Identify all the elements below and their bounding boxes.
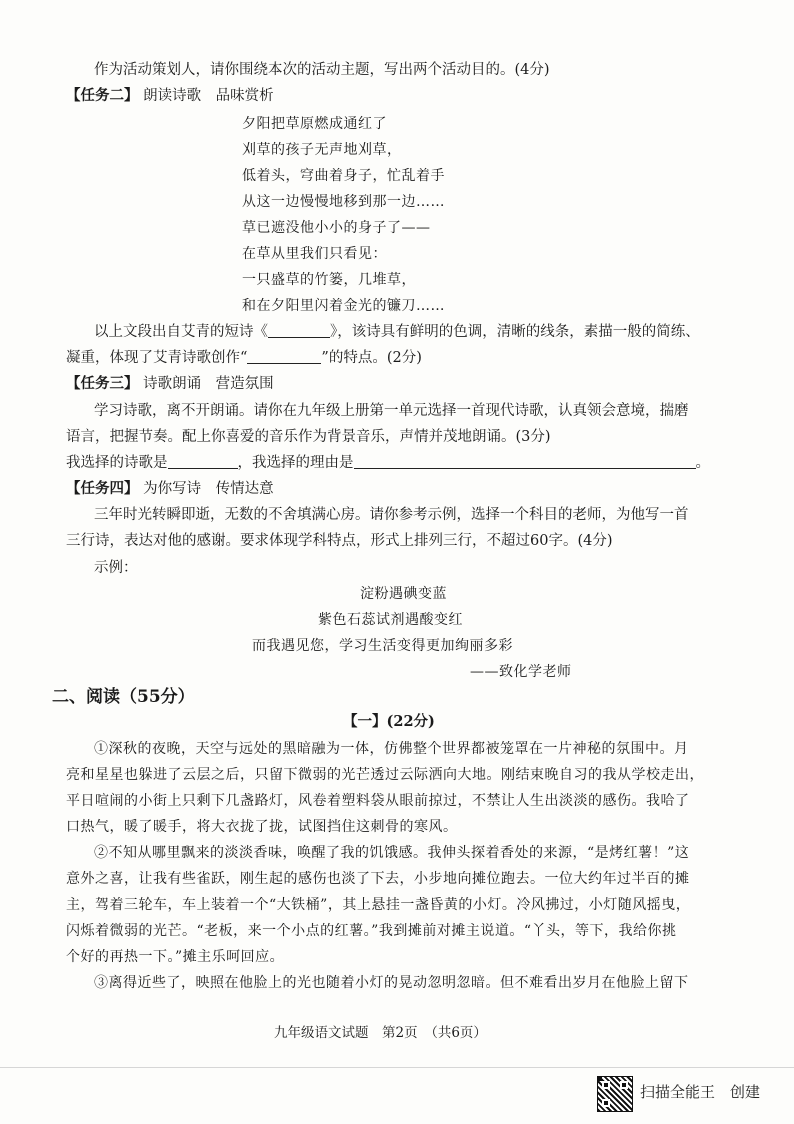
section-heading: 二、阅读（55分） [52, 687, 195, 707]
question-text: 语言，把握节奏。配上你喜爱的音乐作为背景音乐，声情并茂地朗诵。(3分) [66, 429, 551, 445]
passage-line: ①深秋的夜晚，天空与远处的黑暗融为一体，仿佛整个世界都被笼罩在一片神秘的氛围中。月 [94, 741, 689, 757]
question-text: 作为活动策划人，请你围绕本次的活动主题，写出两个活动目的。(4分) [94, 62, 550, 78]
question-segment: 凝重，体现了艾青诗歌创作“ [66, 350, 248, 366]
answer-blank[interactable] [268, 337, 330, 338]
question-text [94, 325, 700, 340]
task-heading [66, 89, 274, 104]
poem-line: 在草从里我们只看见： [242, 246, 387, 262]
passage-line: 个好的再热一下。”摊主乐呵回应。 [66, 949, 285, 965]
answer-blank[interactable] [247, 363, 321, 364]
subsection-heading: 【一】(22分) [343, 713, 435, 730]
example-signature: ——致化学老师 [470, 664, 572, 680]
task-tag: 【任务二】 [66, 87, 139, 104]
question-text: 学习诗歌，离不开朗诵。请你在九年级上册第一单元选择一首现代诗歌，认真领会意境，揣磨 [94, 403, 689, 419]
question-segment: 我选择的诗歌是 [66, 455, 168, 471]
example-line: 淀粉遇碘变蓝 [360, 586, 447, 602]
task-title: 诗歌朗诵 营造氛围 [143, 376, 274, 392]
question-text: 三年时光转瞬即逝，无数的不舍填满心房。请你参考示例，选择一个科目的老师，为他写一首 [94, 507, 689, 523]
example-line: 而我遇见您，学习生活变得更加绚丽多彩 [252, 638, 513, 654]
poem-line: 刈草的孩子无声地刈草， [242, 142, 402, 158]
task-heading [66, 377, 274, 392]
question-text [66, 351, 422, 366]
footer-divider [0, 1067, 794, 1068]
answer-blank[interactable] [354, 468, 696, 469]
passage-line: 意外之喜，让我有些雀跃，刚生起的感伤也淡了下去，小步地向摊位跑去。一位大约年过半百的摊 [66, 871, 690, 887]
passage-line: 闪烁着微弱的光芒。“老板，来一个小点的红薯。”我到摊前对摊主说道。“丫头，等下，我给你挑 [66, 923, 677, 939]
passage-line: 亮和星星也躲进了云层之后，只留下微弱的光芒透过云际洒向大地。刚结束晚自习的我从学校走出， [66, 767, 704, 783]
question-segment: 。 [695, 455, 710, 471]
task-tag: 【任务三】 [66, 375, 139, 392]
example-label: 示例： [94, 560, 138, 576]
poem-line: 和在夕阳里闪着金光的镰刀…… [242, 298, 445, 314]
page-footer: 九年级语文试题 第2页 （共6页） [274, 1025, 487, 1041]
poem-line: 低着头，穹曲着身子，忙乱着手 [242, 168, 445, 184]
poem-line: 一只盛草的竹篓，几堆草， [242, 272, 416, 288]
passage-line: ③离得近些了，映照在他脸上的光也随着小灯的晃动忽明忽暗。但不难看出岁月在他脸上留下 [94, 975, 689, 991]
poem-line: 夕阳把草原燃成通红了 [242, 116, 387, 132]
passage-line: 口热气，暖了暖手，将大衣拢了拢，试图挡住这刺骨的寒风。 [66, 819, 458, 835]
passage-line: 平日喧闹的小街上只剩下几盏路灯，风卷着塑料袋从眼前掠过，不禁让人生出淡淡的感伤。我哈了 [66, 793, 690, 809]
task-title: 朗读诗歌 品味赏析 [143, 88, 274, 104]
question-text: 三行诗，表达对他的感谢。要求体现学科特点，形式上排列三行，不超过60字。(4分) [66, 533, 613, 549]
passage-line: 主，驾着三轮车，车上装着一个“大铁桶”，其上悬挂一盏昏黄的小灯。冷风拂过，小灯随风摇曳， [66, 897, 691, 913]
example-line: 紫色石蕊试剂遇酸变红 [318, 612, 463, 628]
watermark-text: 扫描全能王 创建 [640, 1083, 761, 1101]
passage-line: ②不知从哪里飘来的淡淡香味，唤醒了我的饥饿感。我伸头探着香处的来源，“是烤红薯！”这 [94, 845, 690, 861]
question-segment: ”的特点。(2分) [321, 350, 422, 366]
task-heading [66, 482, 274, 497]
question-text [66, 456, 710, 471]
question-segment: 》，该诗具有鲜明的色调，清晰的线条，素描一般的简练、 [330, 324, 700, 340]
poem-line: 草已遮没他小小的身子了—— [242, 220, 431, 236]
answer-blank[interactable] [168, 468, 238, 469]
task-tag: 【任务四】 [66, 480, 139, 497]
qr-code-icon [597, 1076, 633, 1112]
question-segment: 以上文段出自艾青的短诗《 [94, 324, 268, 340]
task-title: 为你写诗 传情达意 [143, 481, 274, 497]
poem-line: 从这一边慢慢地移到那一边…… [242, 194, 445, 210]
question-segment: ，我选择的理由是 [237, 455, 354, 471]
